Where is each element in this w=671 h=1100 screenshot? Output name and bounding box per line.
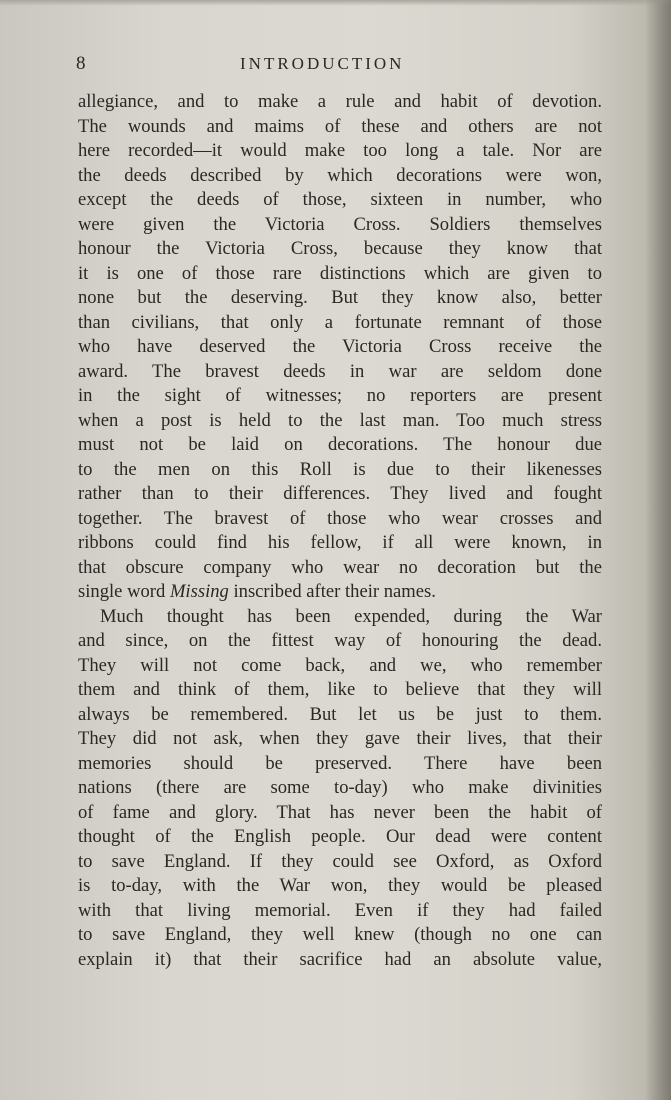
text-line: in the sight of witnesses; no reporters are present bbox=[78, 385, 602, 406]
text-line: with that living memorial. Even if they had failed bbox=[78, 899, 602, 921]
text-line: rather than to their differences. They lived and fought bbox=[78, 483, 602, 504]
text-fragment: inscribed after their names. bbox=[233, 581, 436, 602]
text-line: who have deserved the Victoria Cross receive the bbox=[78, 336, 602, 357]
text-line: except the deeds of those, sixteen in number, who bbox=[78, 189, 602, 210]
text-line: is to-day, with the War won, they would be pleased bbox=[78, 875, 602, 896]
text-line-with-italic bbox=[78, 580, 602, 605]
text-line: always be remembered. But let us be just to them. bbox=[78, 703, 602, 725]
text-line: and since, on the fittest way of honouring the dead. bbox=[78, 630, 602, 651]
page-number: 8 bbox=[76, 53, 86, 74]
body-text bbox=[78, 90, 602, 972]
paragraph-first-line: Much thought has been expended, during the War bbox=[100, 605, 602, 627]
text-line: explain it) that their sacrifice had an absolute value, bbox=[78, 948, 602, 970]
text-line: together. The bravest of those who wear crosses and bbox=[78, 507, 602, 529]
text-line: They did not ask, when they gave their lives, that their bbox=[78, 728, 602, 749]
text-line: than civilians, that only a fortunate remnant of those bbox=[78, 311, 602, 333]
text-line: thought of the English people. Our dead were content bbox=[78, 826, 602, 847]
text-line: of fame and glory. That has never been the habit of bbox=[78, 801, 602, 823]
text-line: memories should be preserved. There have been bbox=[78, 752, 602, 774]
text-line: the deeds described by which decorations were won, bbox=[78, 164, 602, 186]
text-line: that obscure company who wear no decoration but the bbox=[78, 556, 602, 578]
text-line: here recorded—it would make too long a tale. Nor are bbox=[78, 140, 602, 161]
text-line: honour the Victoria Cross, because they know that bbox=[78, 238, 602, 259]
text-line: were given the Victoria Cross. Soldiers themselves bbox=[78, 213, 602, 235]
text-line: to save England, they well knew (though no one can bbox=[78, 924, 602, 945]
italic-word: Missing bbox=[169, 581, 229, 602]
text-line: must not be laid on decorations. The honour due bbox=[78, 434, 602, 455]
text-line: to save England. If they could see Oxford, as Oxford bbox=[78, 850, 602, 872]
running-head: INTRODUCTION bbox=[240, 54, 405, 73]
text-line: The wounds and maims of these and others are not bbox=[78, 115, 602, 137]
text-line: nations (there are some to-day) who make divinities bbox=[78, 777, 602, 798]
text-line: them and think of them, like to believe that they will bbox=[78, 679, 602, 700]
text-line: ribbons could find his fellow, if all were known, in bbox=[78, 532, 602, 553]
text-line: when a post is held to the last man. Too much stress bbox=[78, 409, 602, 431]
text-line: allegiance, and to make a rule and habit of devotion. bbox=[78, 91, 602, 112]
page-header bbox=[76, 50, 600, 78]
text-line: it is one of those rare distinctions which are given to bbox=[78, 262, 602, 284]
text-line: to the men on this Roll is due to their likenesses bbox=[78, 458, 602, 480]
text-line: none but the deserving. But they know also, better bbox=[78, 287, 602, 308]
text-line: They will not come back, and we, who remember bbox=[78, 654, 602, 676]
text-line: award. The bravest deeds in war are seldom done bbox=[78, 360, 602, 382]
text-fragment: single word bbox=[78, 581, 166, 602]
